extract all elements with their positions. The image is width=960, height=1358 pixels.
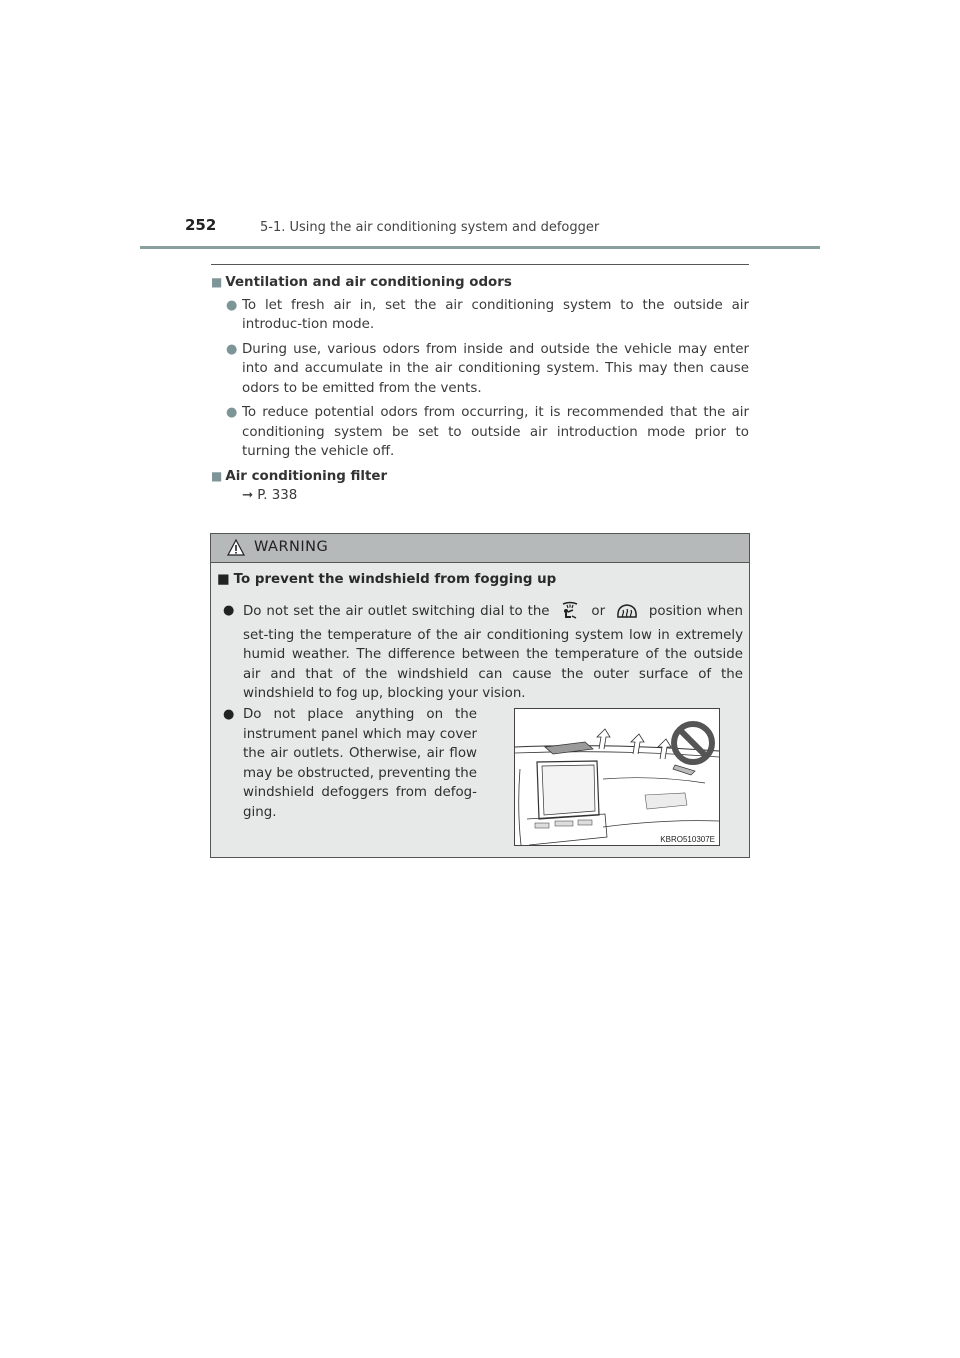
warning-list-item bbox=[223, 601, 743, 704]
warning-text: Do not place anything on the instrument panel which may cover the air outlets. Otherwise, air flow may be obstructed, preventing the windshield defoggers from defog-ging. bbox=[243, 707, 477, 820]
reference-text[interactable]: P. 338 bbox=[257, 488, 298, 503]
list-item bbox=[211, 296, 749, 335]
section-title: 5-1. Using the air conditioning system and defogger bbox=[260, 220, 600, 235]
windshield-defogger-icon bbox=[616, 603, 638, 626]
page-number: 252 bbox=[185, 216, 217, 234]
list-item bbox=[211, 340, 749, 399]
page-reference[interactable] bbox=[211, 486, 749, 506]
section-divider bbox=[211, 264, 749, 265]
warning-box bbox=[210, 533, 750, 858]
object-on-dashboard bbox=[545, 742, 593, 754]
list-item-text: To let fresh air in, set the air conditioning system to the outside air introduc-tion mode. bbox=[242, 297, 749, 332]
list-item bbox=[211, 403, 749, 462]
dashboard-drawing bbox=[515, 709, 719, 845]
warning-text: Do not set the air outlet switching dial to the bbox=[243, 604, 550, 619]
foot-windshield-mode-icon bbox=[560, 601, 580, 626]
square-bullet-icon: ■ bbox=[211, 468, 223, 483]
heading-text: Air conditioning filter bbox=[225, 468, 388, 484]
heading-text: Ventilation and air conditioning odors bbox=[225, 275, 512, 290]
warning-list-item bbox=[223, 705, 477, 822]
section-heading bbox=[211, 273, 749, 293]
list-item-text: During use, various odors from inside and outside the vehicle may enter into and accumulate in the air conditioning system. This may then cause odors to be emitted from the vents. bbox=[242, 341, 749, 396]
warning-triangle-icon bbox=[227, 539, 245, 556]
figure-code: KBRO510307E bbox=[660, 835, 715, 844]
bullet-icon: ● bbox=[226, 405, 238, 420]
bullet-icon: ● bbox=[223, 707, 235, 722]
square-bullet-icon: ■ bbox=[211, 275, 223, 289]
section-heading bbox=[211, 467, 749, 487]
arrow-right-icon: ➞ bbox=[242, 488, 254, 503]
warning-header bbox=[211, 534, 749, 563]
list-item-text: To reduce potential odors from occurring, it is recommended that the air conditioning system be set to outside air introduction mode prior to turning the vehicle off. bbox=[242, 405, 749, 459]
square-bullet-icon: ■ bbox=[217, 572, 230, 587]
page-header bbox=[140, 214, 820, 249]
warning-heading bbox=[217, 572, 556, 587]
main-content bbox=[211, 273, 749, 506]
warning-label: WARNING bbox=[254, 539, 329, 555]
dashboard-illustration bbox=[514, 708, 720, 846]
warning-text: position when set-ting the temperature of the air conditioning system low in extremely humid weather. The difference between the temperature of the outside air and that of the windshield can cause the outer surface of the windshield to fog up, blocking your vision. bbox=[243, 604, 743, 701]
bullet-icon: ● bbox=[226, 297, 238, 313]
warning-heading-text: To prevent the windshield from fogging up bbox=[233, 572, 557, 587]
bullet-icon: ● bbox=[226, 341, 238, 357]
bullet-icon: ● bbox=[223, 603, 235, 618]
prohibition-slash bbox=[680, 730, 706, 756]
warning-text: or bbox=[591, 604, 606, 619]
